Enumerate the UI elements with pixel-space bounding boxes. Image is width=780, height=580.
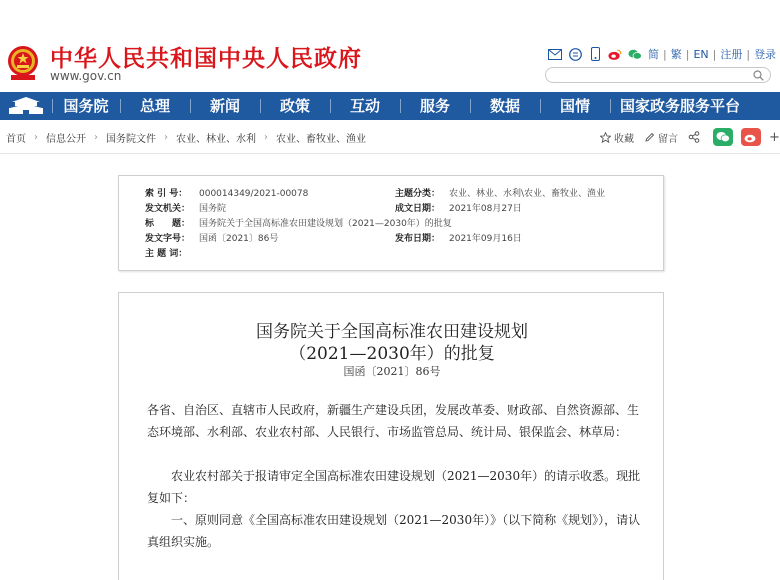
share-button[interactable]: [688, 131, 703, 143]
toolbar-divider: |: [663, 47, 667, 61]
comment-label: 留言: [658, 133, 678, 145]
meta-topic-value: 农业、林业、水利\农业、畜牧业、渔业: [449, 189, 606, 199]
register-link[interactable]: 注册: [720, 48, 743, 61]
meta-docno-label: 发文字号：: [145, 234, 191, 244]
lang-simplified-link[interactable]: 简: [648, 48, 659, 61]
meta-title-label: 标 题：: [145, 219, 191, 229]
nav-item-state-council[interactable]: 国务院: [52, 92, 120, 120]
favorite-label: 收藏: [614, 133, 634, 145]
meta-publish-value: 2021年09月16日: [449, 234, 522, 244]
article-doc-number: 国函〔2021〕86号: [343, 365, 441, 378]
share-icon: [688, 131, 700, 143]
breadcrumb-agriculture-forestry-water[interactable]: 农业、林业、水利: [176, 133, 256, 145]
wechat-icon[interactable]: [628, 47, 642, 61]
nav-item-interaction[interactable]: 互动: [330, 92, 400, 120]
meta-topic-label: 主题分类：: [395, 189, 441, 199]
meta-issuer-row: [145, 202, 226, 216]
site-header: [0, 0, 780, 92]
breadcrumb-home[interactable]: 首页: [6, 133, 26, 145]
meta-docno-row: [145, 232, 278, 246]
weibo-icon: [744, 131, 758, 143]
search-input[interactable]: [554, 69, 744, 81]
nav-item-gov-service-platform[interactable]: 国家政务服务平台: [610, 92, 750, 120]
meta-date-label: 成文日期：: [395, 204, 441, 214]
share-wechat-button[interactable]: [713, 128, 733, 146]
lang-traditional-link[interactable]: 繁: [670, 48, 682, 61]
meta-issuer-value: 国务院: [199, 204, 227, 214]
breadcrumb-bar: [0, 120, 780, 154]
meta-keywords-label: 主 题 词：: [145, 249, 188, 259]
header-toolbar: [548, 46, 780, 62]
chevron-right-icon: ›: [34, 131, 38, 143]
meta-title-value: 国务院关于全国高标准农田建设规划（2021—2030年）的批复: [199, 219, 452, 229]
nav-item-service[interactable]: 服务: [400, 92, 470, 120]
article-paragraph-addressees: 各省、自治区、直辖市人民政府，新疆生产建设兵团，发展改革委、财政部、自然资源部、生态环境部、水利部、农业农村部、人民银行、市场监管总局、统计局、银保监会、林草局：: [147, 403, 640, 439]
article-title-line1: 国务院关于全国高标准农田建设规划: [256, 322, 528, 342]
breadcrumb-agriculture-livestock-fishery[interactable]: 农业、畜牧业、渔业: [276, 133, 366, 145]
breadcrumb: [6, 120, 366, 154]
nav-item-news[interactable]: 新闻: [190, 92, 260, 120]
weibo-icon[interactable]: [608, 47, 622, 61]
chevron-right-icon: ›: [164, 131, 168, 143]
chat-icon[interactable]: [568, 47, 582, 61]
more-button[interactable]: +: [769, 129, 780, 145]
article-actions: [600, 120, 780, 154]
meta-index-value: 000014349/2021-00078: [199, 189, 309, 199]
meta-title-row: [145, 217, 452, 231]
mobile-icon[interactable]: [588, 47, 602, 61]
lang-english-link[interactable]: EN: [693, 47, 709, 61]
meta-docno-value: 国函〔2021〕86号: [199, 234, 279, 244]
meta-index-label: 索 引 号：: [145, 189, 188, 199]
national-emblem-icon[interactable]: [6, 44, 40, 82]
site-url: www.gov.cn: [50, 69, 122, 83]
chevron-right-icon: ›: [94, 131, 98, 143]
nav-item-policy[interactable]: 政策: [260, 92, 330, 120]
favorite-button[interactable]: [600, 130, 634, 145]
nav-item-data[interactable]: 数据: [470, 92, 540, 120]
article-body: [118, 292, 664, 580]
toolbar-divider: |: [746, 47, 751, 61]
breadcrumb-info-disclosure[interactable]: 信息公开: [46, 133, 86, 145]
meta-date-value: 2021年08月27日: [449, 204, 522, 214]
meta-keywords-row: [145, 247, 199, 261]
article-paragraph-item-1: 一、原则同意《全国高标准农田建设规划（2021—2030年）》（以下简称《规划》），请认真组织实施。: [147, 513, 641, 549]
toolbar-divider: |: [685, 47, 690, 61]
pencil-icon: [644, 132, 655, 143]
nav-item-premier[interactable]: 总理: [120, 92, 190, 120]
site-title[interactable]: 中华人民共和国中央人民政府: [50, 45, 362, 72]
mail-icon[interactable]: [548, 47, 562, 61]
wechat-icon: [716, 131, 730, 143]
share-weibo-button[interactable]: [741, 128, 761, 146]
toolbar-divider: |: [712, 47, 717, 61]
search-box: [545, 67, 771, 83]
star-icon: [600, 132, 611, 143]
article-paragraph-intro: 农业农村部关于报请审定全国高标准农田建设规划（2021—2030年）的请示收悉。现批复如下：: [147, 469, 641, 505]
meta-issuer-label: 发文机关：: [145, 204, 191, 214]
nav-item-national-conditions[interactable]: 国情: [540, 92, 610, 120]
document-metadata: [118, 175, 664, 271]
meta-index-row: [145, 187, 308, 201]
tiananmen-icon[interactable]: [0, 92, 52, 120]
meta-publish-label: 发布日期：: [395, 234, 441, 244]
comment-button[interactable]: [644, 130, 678, 145]
chevron-right-icon: ›: [264, 131, 268, 143]
breadcrumb-state-council-docs[interactable]: 国务院文件: [106, 133, 156, 145]
login-link[interactable]: 登录: [754, 48, 777, 61]
main-nav: [0, 92, 780, 120]
search-icon[interactable]: [753, 70, 764, 81]
article-title-line2: （2021—2030年）的批复: [289, 344, 495, 364]
